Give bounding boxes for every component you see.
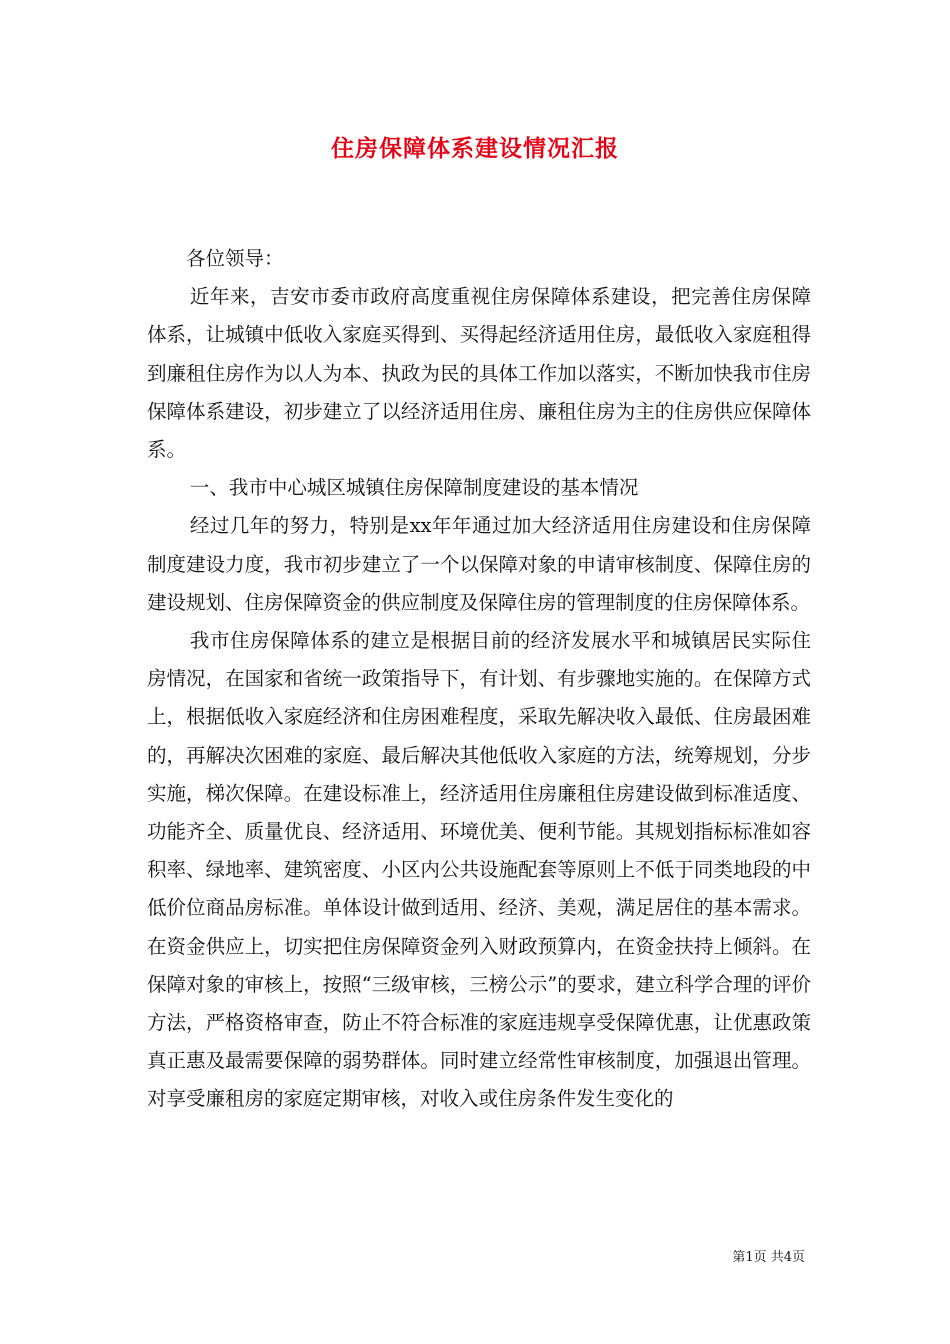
page-number: 第1页 共4页 bbox=[732, 1250, 805, 1265]
section-heading: 一、我市中心城区城镇住房保障制度建设的基本情况 bbox=[189, 476, 639, 500]
document-title: 住房保障体系建设情况汇报 bbox=[331, 135, 619, 162]
paragraph-efforts: 经过几年的努力，特别是xx年年通过加大经济适用住房建设和住房保障制度建设力度，我市初步建立了一个以保障对象的申请审核制度、保障住房的建设规划、住房保障资金的供应制度及保障住房的管理制度的住房保障体系。 bbox=[147, 514, 811, 614]
document-body bbox=[147, 240, 811, 1119]
salutation: 各位领导： bbox=[186, 247, 284, 270]
paragraph-system-details: 我市住房保障体系的建立是根据目前的经济发展水平和城镇居民实际住房情况，在国家和省统一政策指导下，有计划、有步骤地实施的。在保障方式上，根据低收入家庭经济和住房困难程度，采取先解决收入最低、住房最困难的，再解决次困难的家庭、最后解决其他低收入家庭的方法，统筹规划，分步实施，梯次保障。在建设标准上，经济适用住房廉租住房建设做到标准适度、功能齐全、质量优良、经济适用、环境优美、便利节能。其规划指标标准如容积率、绿地率、建筑密度、小区内公共设施配套等原则上不低于同类地段的中低价位商品房标准。单体设计做到适用、经济、美观，满足居住的基本需求。在资金供应上，切实把住房保障资金列入财政预算内，在资金扶持上倾斜。在保障对象的审核上，按照“三级审核，三榜公示”的要求，建立科学合理的评价方法，严格资格审查，防止不符合标准的家庭违规享受保障优惠，让优惠政策真正惠及最需要保障的弱势群体。同时建立经常性审核制度，加强退出管理。对享受廉租房的家庭定期审核，对收入或住房条件发生变化的 bbox=[147, 629, 811, 1111]
paragraph-intro: 近年来，吉安市委市政府高度重视住房保障体系建设，把完善住房保障体系，让城镇中低收入家庭买得到、买得起经济适用住房，最低收入家庭租得到廉租住房作为以人为本、执政为民的具体工作加以落实，不断加快我市住房保障体系建设，初步建立了以经济适用住房、廉租住房为主的住房供应保障体系。 bbox=[147, 285, 811, 462]
